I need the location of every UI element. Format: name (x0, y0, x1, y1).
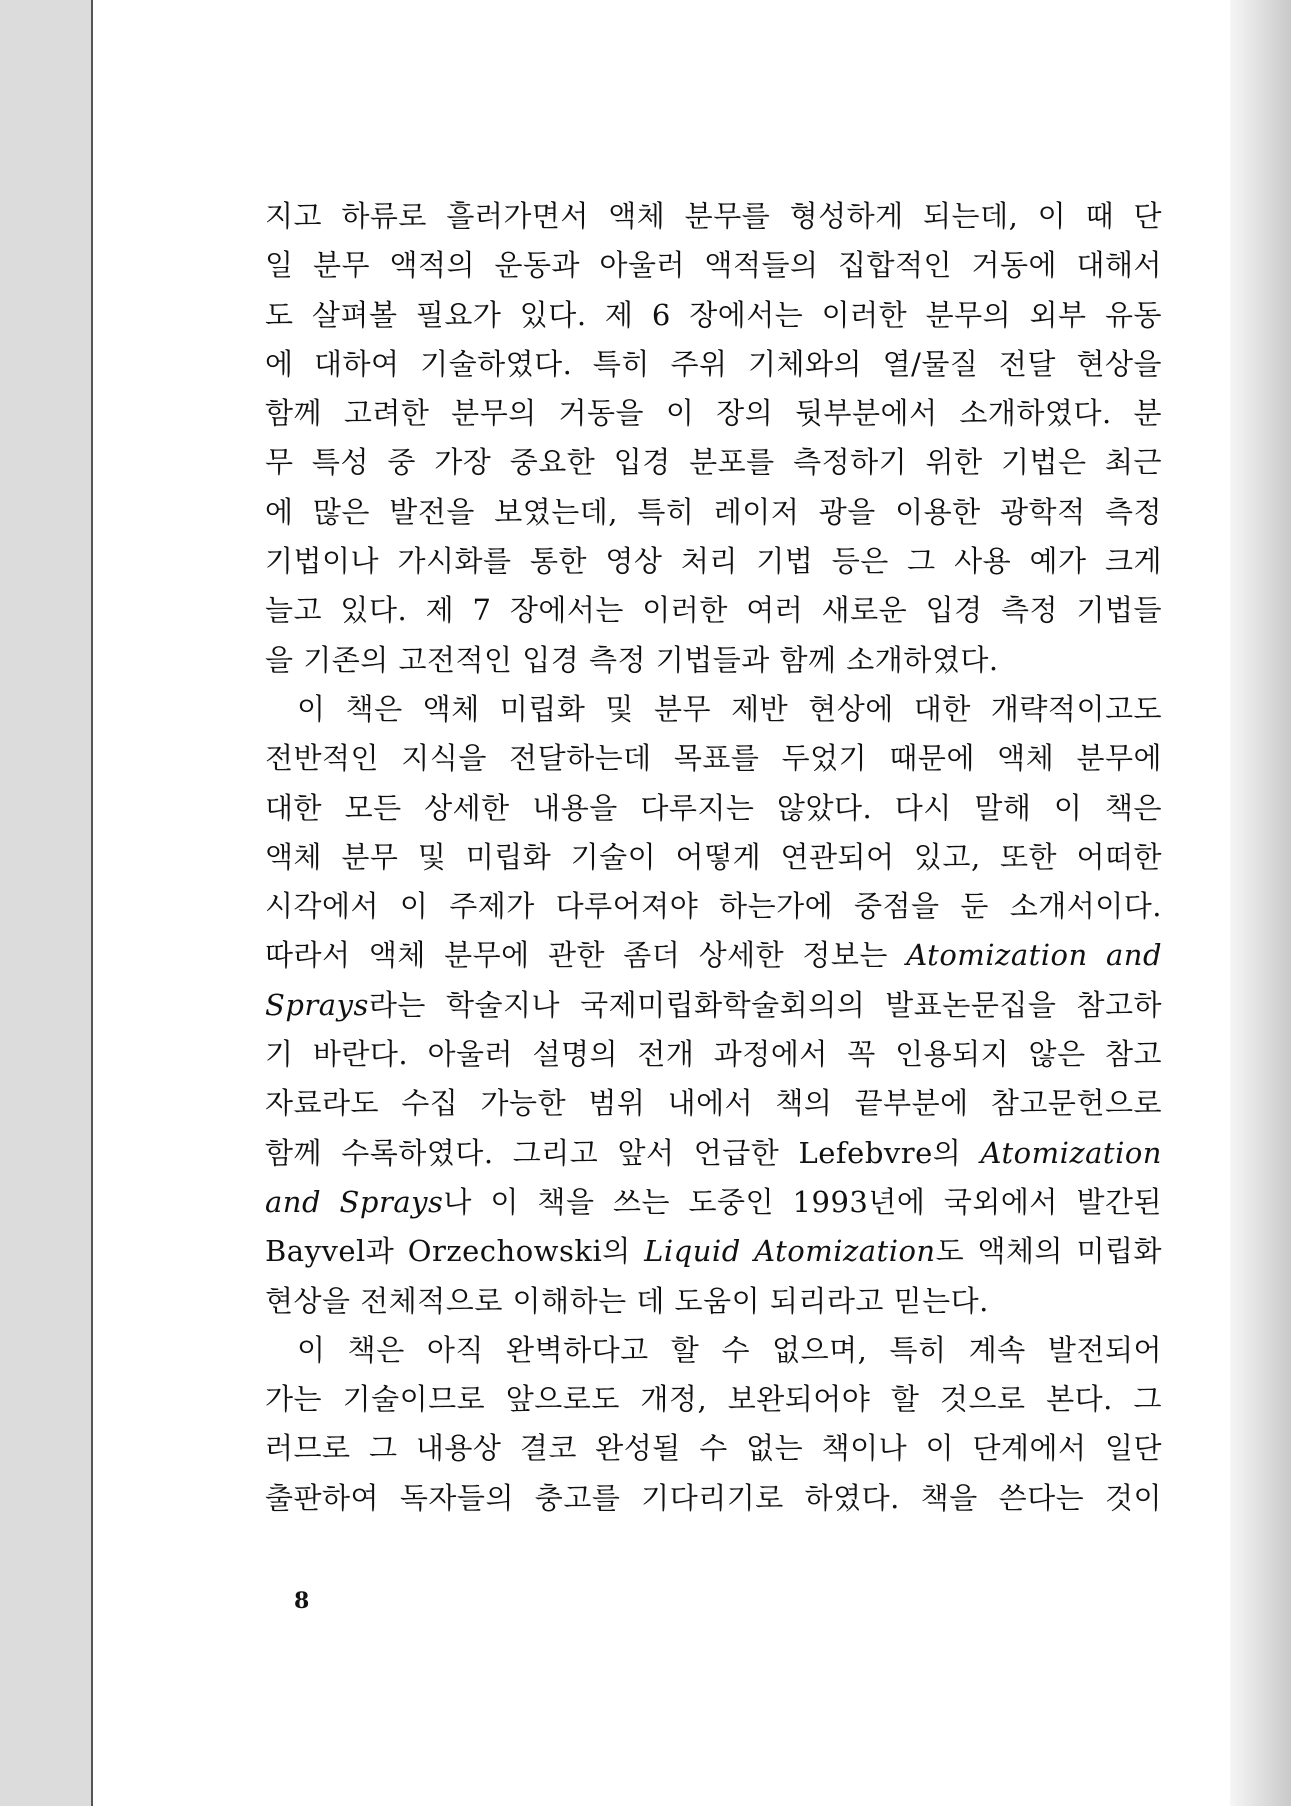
text-line: 일 분무 액적의 운동과 아울러 액적들의 집합적인 거동에 대해서 (265, 248, 1162, 283)
text-line: 늘고 있다. 제 7 장에서는 이러한 여러 새로운 입경 측정 기법들 (265, 593, 1162, 628)
text-line: 시각에서 이 주제가 다루어져야 하는가에 중점을 둔 소개서이다. (265, 889, 1162, 924)
text-line: 이 책은 아직 완벽하다고 할 수 없으며, 특히 계속 발전되어 (297, 1332, 1162, 1367)
text-line: 자료라도 수집 가능한 범위 내에서 책의 끝부분에 참고문헌으로 (265, 1086, 1162, 1121)
text-line: 기 바란다. 아울러 설명의 전개 과정에서 꼭 인용되지 않은 참고 (265, 1037, 1162, 1072)
text-line: 에 많은 발전을 보였는데, 특히 레이저 광을 이용한 광학적 측정 (265, 494, 1162, 529)
text-line: 을 기존의 고전적인 입경 측정 기법들과 함께 소개하였다. (265, 642, 999, 677)
italic-title: and Sprays (265, 1184, 444, 1219)
text-line: 에 대하여 기술하였다. 특히 주위 기체와의 열/물질 전달 현상을 (265, 346, 1162, 381)
text-line: 함께 고려한 분무의 거동을 이 장의 뒷부분에서 소개하였다. 분 (265, 396, 1162, 431)
page-edge-shadow (1230, 0, 1291, 1806)
text-line: 출판하여 독자들의 충고를 기다리기로 하였다. 책을 쓴다는 것이 (265, 1480, 1162, 1515)
text-line: 대한 모든 상세한 내용을 다루지는 않았다. 다시 말해 이 책은 (265, 790, 1162, 825)
text-line: 가는 기술이므로 앞으로도 개정, 보완되어야 할 것으로 본다. 그 (265, 1382, 1162, 1417)
text-line: 도 살펴볼 필요가 있다. 제 6 장에서는 이러한 분무의 외부 유동 (265, 297, 1162, 332)
italic-title: Sprays (265, 987, 369, 1022)
text-line: 러므로 그 내용상 결코 완성될 수 없는 책이나 이 단계에서 일단 (265, 1431, 1162, 1466)
text-line: 이 책은 액체 미립화 및 분무 제반 현상에 대한 개략적이고도 (297, 691, 1162, 726)
text-line: 전반적인 지식을 전달하는데 목표를 두었기 때문에 액체 분무에 (265, 741, 1162, 776)
text-line: 지고 하류로 흘러가면서 액체 분무를 형성하게 되는데, 이 때 단 (265, 199, 1162, 233)
text-line: 액체 분무 및 미립화 기술이 어떻게 연관되어 있고, 또한 어떠한 (265, 839, 1162, 874)
text-line: Sprays라는 학술지나 국제미립화학술회의의 발표논문집을 참고하 (265, 987, 1162, 1022)
text-line: Bayvel과 Orzechowski의 Liquid Atomization도 액체의 미립화 (265, 1234, 1162, 1269)
text-line: 함께 수록하였다. 그리고 앞서 언급한 Lefebvre의 Atomization (265, 1135, 1162, 1170)
body-text (265, 192, 1162, 1523)
text-line: and Sprays나 이 책을 쓰는 도중인 1993년에 국외에서 발간된 (265, 1184, 1162, 1219)
italic-title: Atomization and (906, 938, 1163, 973)
italic-title: Atomization (980, 1135, 1162, 1170)
italic-title: Liquid Atomization (644, 1234, 936, 1269)
text-line: 무 특성 중 가장 중요한 입경 분포를 측정하기 위한 기법은 최근 (265, 445, 1162, 480)
text-line: 따라서 액체 분무에 관한 좀더 상세한 정보는 Atomization and (265, 938, 1163, 973)
text-line: 기법이나 가시화를 통한 영상 처리 기법 등은 그 사용 예가 크게 (265, 544, 1162, 579)
text-line: 현상을 전체적으로 이해하는 데 도움이 되리라고 믿는다. (265, 1283, 989, 1318)
page-number: 8 (294, 1588, 310, 1614)
